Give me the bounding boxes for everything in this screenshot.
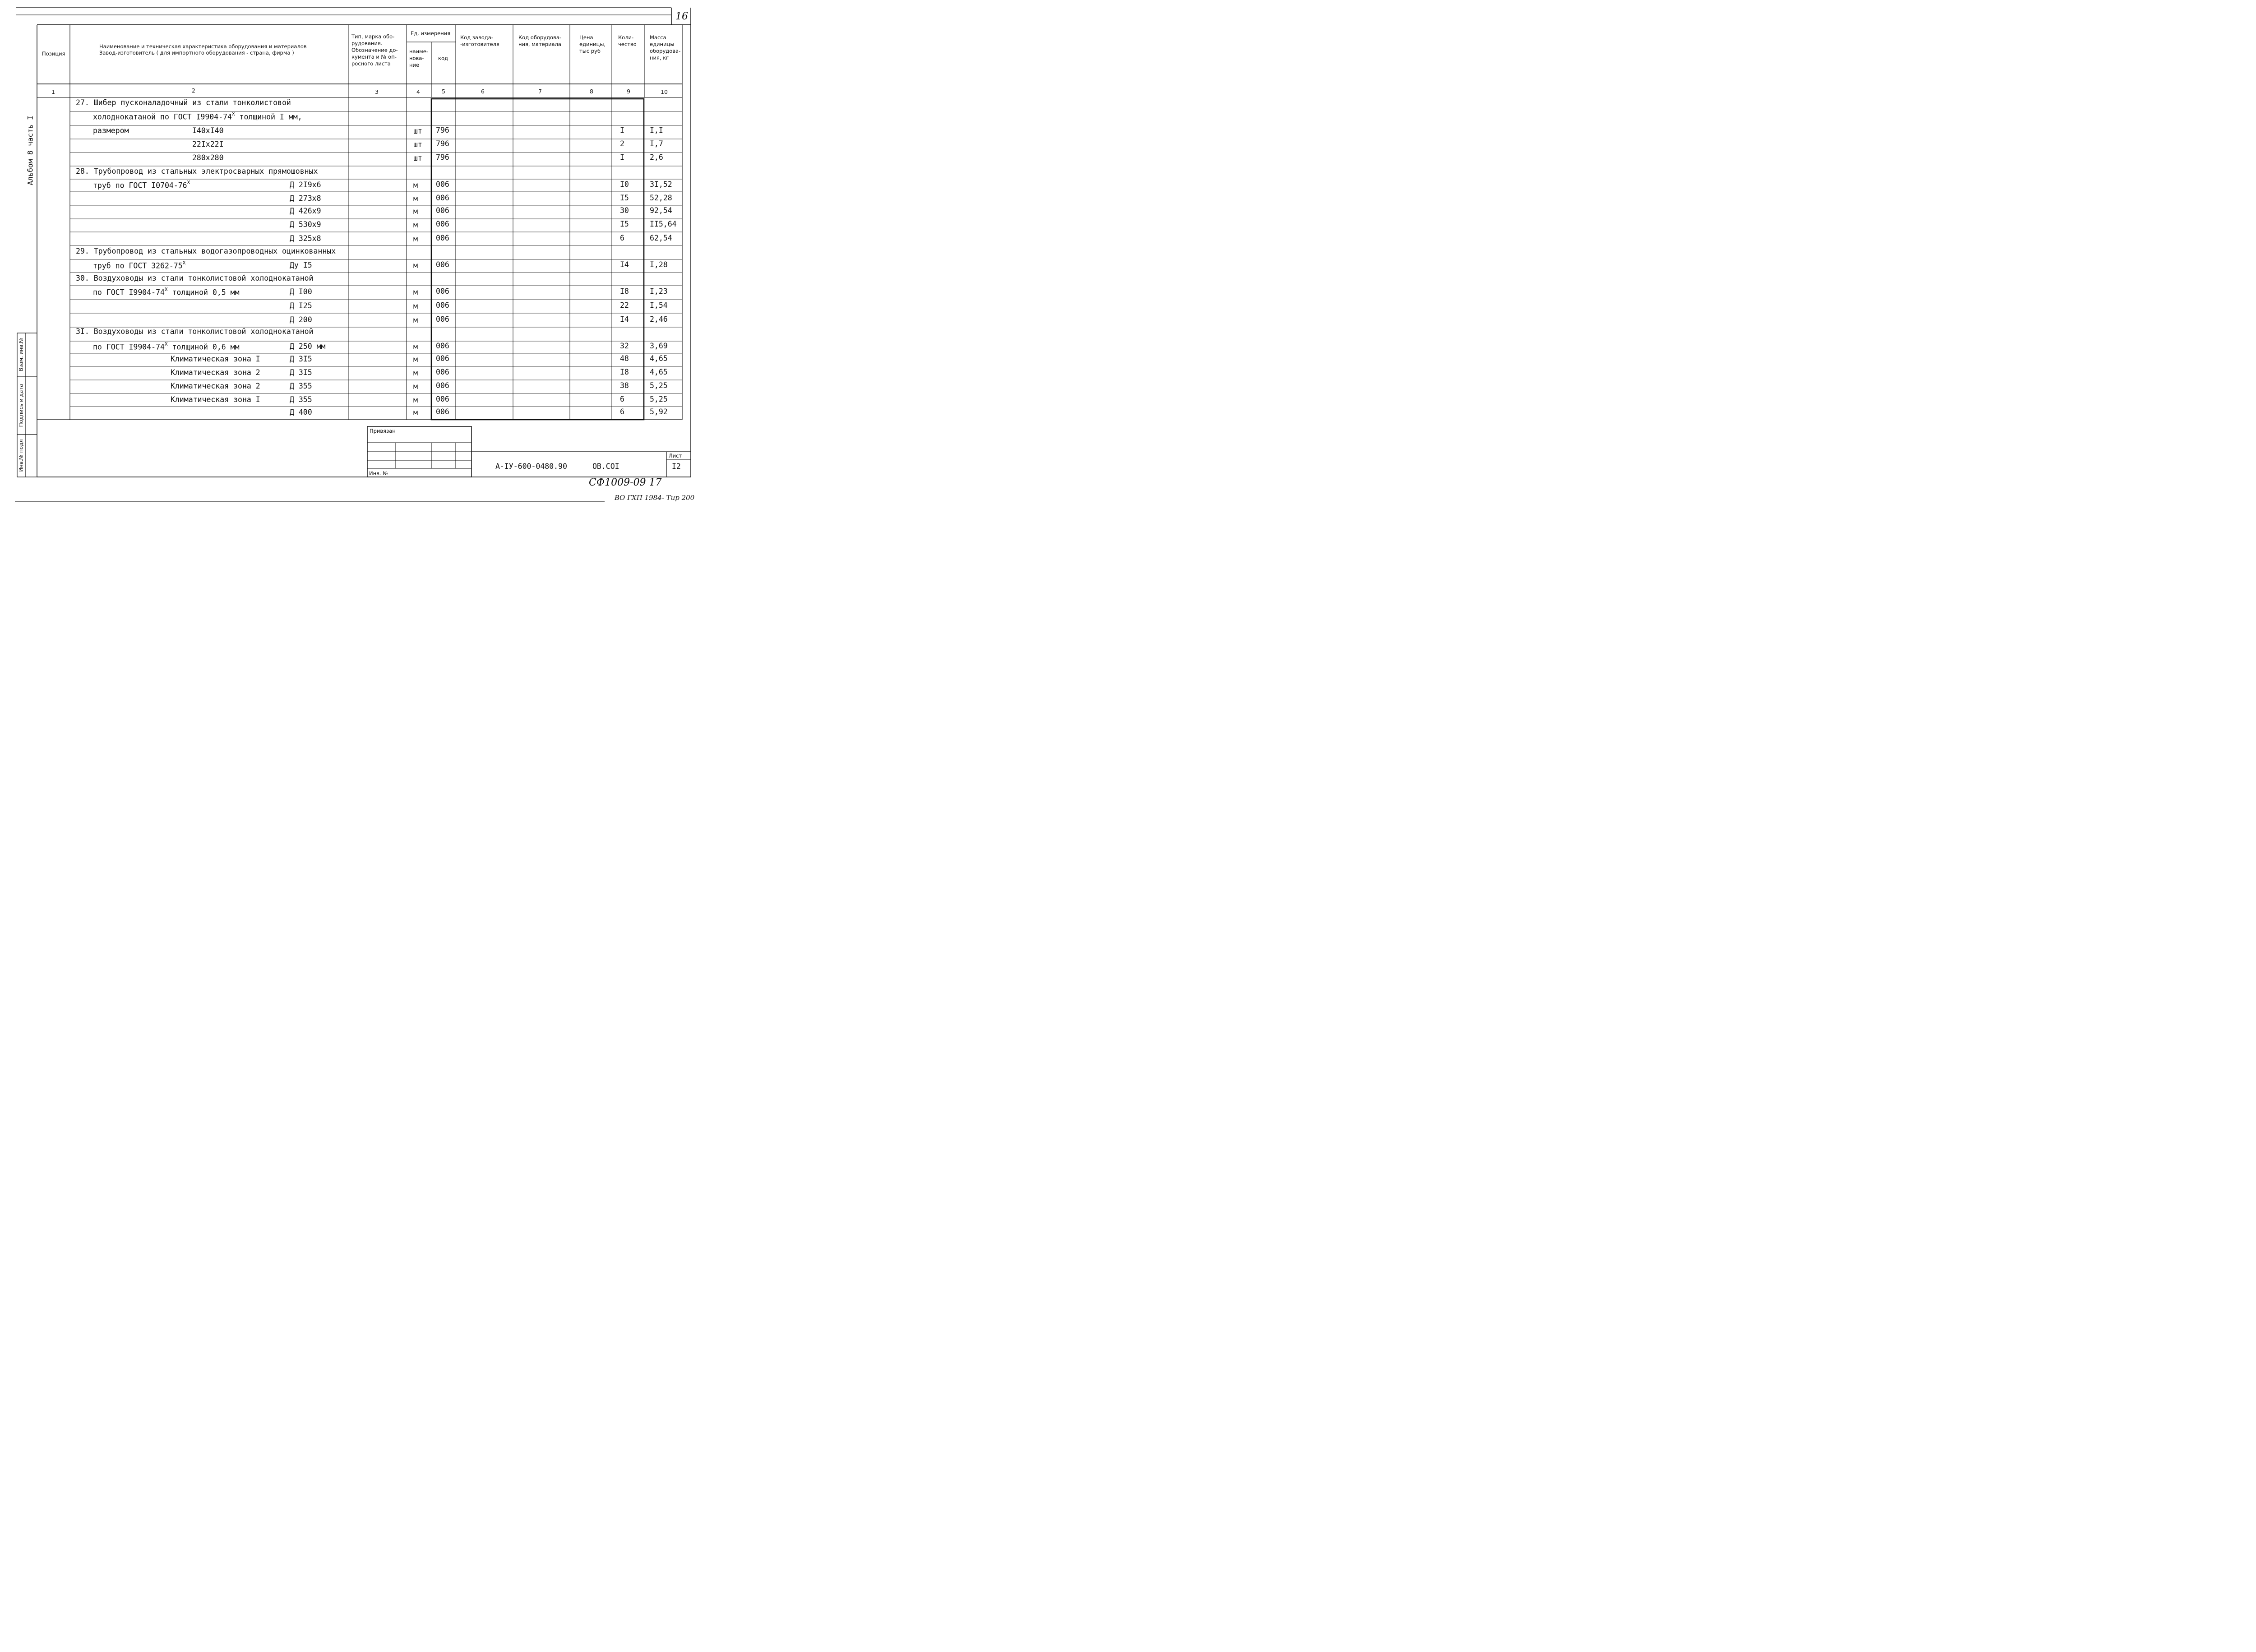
colnum-10: 10: [661, 88, 668, 95]
row-designation: Ду I5: [290, 261, 312, 269]
row-mass: 62,54: [650, 234, 672, 242]
row-description-size: I40xI40: [192, 126, 224, 135]
row-designation: Д 325x8: [290, 234, 321, 243]
row-unit: м: [413, 261, 418, 270]
row-unit: м: [413, 396, 418, 404]
doc-code: А-IУ-600-0480.90: [495, 462, 567, 471]
row-unit: м: [413, 288, 418, 296]
row-quantity: I0: [620, 180, 629, 189]
row-designation: Д 200: [290, 315, 312, 324]
row-mass: 52,28: [650, 194, 672, 202]
row-unit-code: 006: [436, 301, 449, 310]
row-description: 27. Шибер пусконаладочный из стали тонколистовой: [76, 98, 291, 107]
colnum-3: 3: [375, 88, 379, 95]
row-unit-code: 006: [436, 407, 449, 416]
row-quantity: 6: [620, 234, 624, 242]
row-mass: 5,25: [650, 395, 668, 403]
row-unit-code: 796: [436, 153, 449, 162]
row-designation: Д 400: [290, 408, 312, 416]
row-mass: 5,92: [650, 407, 668, 416]
row-designation: Д 2I9x6: [290, 180, 321, 189]
strip-signature-date: Подпись и дата: [18, 384, 24, 427]
page-number: 16: [675, 11, 688, 22]
colnum-8: 8: [590, 88, 593, 95]
row-description: 3I. Воздуховоды из стали тонколистовой холоднокатаной: [76, 327, 314, 336]
row-unit-code: 006: [436, 342, 449, 350]
row-unit: м: [413, 221, 418, 229]
superscript-x: X: [187, 180, 190, 185]
header-units: Ед. измерения: [411, 30, 451, 37]
row-unit-code: 006: [436, 395, 449, 403]
row-description-tail: толщиной I мм,: [235, 112, 302, 121]
header-type: Тип, марка обо- рудования. Обозначение до- кумента и № оп- росного листа: [351, 33, 398, 67]
row-unit-code: 006: [436, 180, 449, 189]
row-description-size: 22Ix22I: [192, 140, 224, 148]
row-mass: 2,6: [650, 153, 663, 162]
row-quantity: 48: [620, 354, 629, 363]
row-unit: шт: [413, 127, 422, 135]
handwritten-footer: ВО ГХП 1984- Тир 200: [615, 494, 695, 502]
row-description: размером: [93, 126, 129, 135]
row-unit-code: 006: [436, 287, 449, 296]
row-description-text: труб по ГОСТ I0704-76: [93, 181, 187, 190]
header-price: Цена единицы, тыс руб: [579, 34, 606, 54]
row-unit: м: [413, 316, 418, 324]
header-name-line2: Завод-изготовитель ( для импортного оборудования - страна, фирма ): [99, 50, 294, 56]
row-quantity: I5: [620, 220, 629, 228]
row-quantity: 30: [620, 206, 629, 215]
row-mass: 3I,52: [650, 180, 672, 189]
row-mass: 4,65: [650, 354, 668, 363]
header-quantity: Коли- чество: [618, 34, 637, 47]
row-description-size: 280x280: [192, 153, 224, 162]
row-unit-code: 006: [436, 315, 449, 324]
row-unit: м: [413, 235, 418, 243]
row-unit: шт: [413, 154, 422, 162]
row-unit: м: [413, 207, 418, 216]
row-mass: I,7: [650, 139, 663, 148]
row-quantity: I8: [620, 287, 629, 296]
row-quantity: 22: [620, 301, 629, 310]
row-description-text: по ГОСТ I9904-74: [93, 288, 165, 297]
header-factory-code: Код завода- -изготовителя: [460, 34, 499, 47]
row-quantity: 32: [620, 342, 629, 350]
row-quantity: I4: [620, 315, 629, 324]
row-description-text: холоднокатаной по ГОСТ I9904-74: [93, 112, 232, 121]
row-quantity: I5: [620, 194, 629, 202]
row-mass: II5,64: [650, 220, 677, 228]
colnum-5: 5: [442, 88, 445, 95]
row-unit-code: 006: [436, 354, 449, 363]
row-mass: 4,65: [650, 368, 668, 376]
row-unit-code: 006: [436, 220, 449, 228]
row-description-tail: толщиной 0,6 мм: [167, 342, 240, 352]
row-unit: шт: [413, 140, 422, 149]
superscript-x: X: [231, 111, 235, 117]
row-unit: м: [413, 194, 418, 203]
colnum-6: 6: [481, 88, 485, 95]
row-designation: Д 3I5: [290, 368, 312, 377]
row-quantity: 6: [620, 407, 624, 416]
row-designation: Д 3I5: [290, 355, 312, 363]
row-mass: 2,46: [650, 315, 668, 324]
header-name-line1: Наименование и техническая характеристика оборудования и материалов: [99, 43, 307, 50]
row-unit-code: 006: [436, 381, 449, 390]
row-unit: м: [413, 355, 418, 364]
row-description-size: Климатическая зона I: [171, 395, 260, 404]
row-unit-code: 796: [436, 126, 449, 134]
row-mass: I,54: [650, 301, 668, 310]
row-unit-code: 006: [436, 368, 449, 376]
row-unit: м: [413, 408, 418, 417]
row-designation: Д 355: [290, 382, 312, 390]
row-designation: Д 530x9: [290, 220, 321, 229]
header-unit-code: код: [438, 55, 448, 61]
row-mass: I,28: [650, 260, 668, 269]
row-unit: м: [413, 181, 418, 190]
colnum-2: 2: [192, 87, 195, 94]
row-unit: м: [413, 369, 418, 377]
superscript-x: X: [182, 260, 186, 266]
row-designation: Д 250 мм: [290, 342, 326, 351]
row-quantity: I: [620, 153, 624, 162]
row-unit-code: 006: [436, 260, 449, 269]
row-unit-code: 006: [436, 206, 449, 215]
row-unit: м: [413, 382, 418, 391]
strip-inv-original: Инв.№ подл: [18, 439, 24, 472]
superscript-x: X: [164, 341, 168, 347]
row-description: [93, 261, 185, 270]
row-unit: м: [413, 342, 418, 351]
row-mass: 5,25: [650, 381, 668, 390]
stamp-privyazan: Привязан: [370, 428, 396, 434]
row-description: [93, 342, 240, 352]
doc-mark: ОВ.СОI: [592, 462, 619, 471]
row-unit: м: [413, 302, 418, 310]
superscript-x: X: [164, 287, 168, 292]
row-quantity: I4: [620, 260, 629, 269]
strip-replace-inv: Взам. инв.№: [18, 338, 24, 371]
row-mass: I,I: [650, 126, 663, 134]
sheet-number: I2: [672, 462, 681, 471]
row-designation: Д I25: [290, 301, 312, 310]
album-label: Альбом 8 часть I: [26, 116, 35, 185]
row-description-size: Климатическая зона I: [171, 355, 260, 363]
row-description: 29. Трубопровод из стальных водогазопроводных оцинкованных: [76, 247, 336, 255]
row-description: 30. Воздуховоды из стали тонколистовой холоднокатаной: [76, 274, 314, 282]
row-mass: 3,69: [650, 342, 668, 350]
row-unit-code: 006: [436, 194, 449, 202]
row-quantity: 6: [620, 395, 624, 403]
row-designation: Д I00: [290, 287, 312, 296]
stamp-inv-no: Инв. №: [369, 470, 388, 477]
row-description: [93, 112, 302, 121]
row-unit-code: 796: [436, 139, 449, 148]
header-equipment-code: Код оборудова- ния, материала: [518, 34, 562, 47]
row-description-size: Климатическая зона 2: [171, 382, 260, 390]
row-quantity: 2: [620, 139, 624, 148]
row-quantity: 38: [620, 381, 629, 390]
header-position: Позиция: [42, 51, 65, 57]
handwritten-code: СФ1009-09 17: [589, 477, 662, 488]
colnum-7: 7: [538, 88, 542, 95]
header-mass: Масса единицы оборудова- ния, кг: [650, 34, 681, 61]
row-description: 28. Трубопровод из стальных электросварных прямошовных: [76, 167, 318, 176]
row-description-text: труб по ГОСТ 3262-75: [93, 261, 183, 270]
row-description-text: по ГОСТ I9904-74: [93, 342, 165, 352]
row-designation: Д 355: [290, 395, 312, 404]
row-designation: Д 273x8: [290, 194, 321, 203]
row-mass: I,23: [650, 287, 668, 296]
colnum-9: 9: [627, 88, 630, 95]
row-mass: 92,54: [650, 206, 672, 215]
colnum-4: 4: [416, 88, 420, 95]
row-designation: Д 426x9: [290, 207, 321, 215]
colnum-1: 1: [51, 88, 55, 95]
row-unit-code: 006: [436, 234, 449, 242]
row-description-tail: толщиной 0,5 мм: [167, 288, 240, 297]
row-description: [93, 287, 240, 297]
sheet-label: Лист: [669, 453, 682, 459]
row-description: [93, 180, 190, 190]
row-quantity: I8: [620, 368, 629, 376]
row-quantity: I: [620, 126, 624, 134]
row-description-size: Климатическая зона 2: [171, 368, 260, 377]
header-unit-name: наиме- нова- ние: [409, 48, 428, 68]
